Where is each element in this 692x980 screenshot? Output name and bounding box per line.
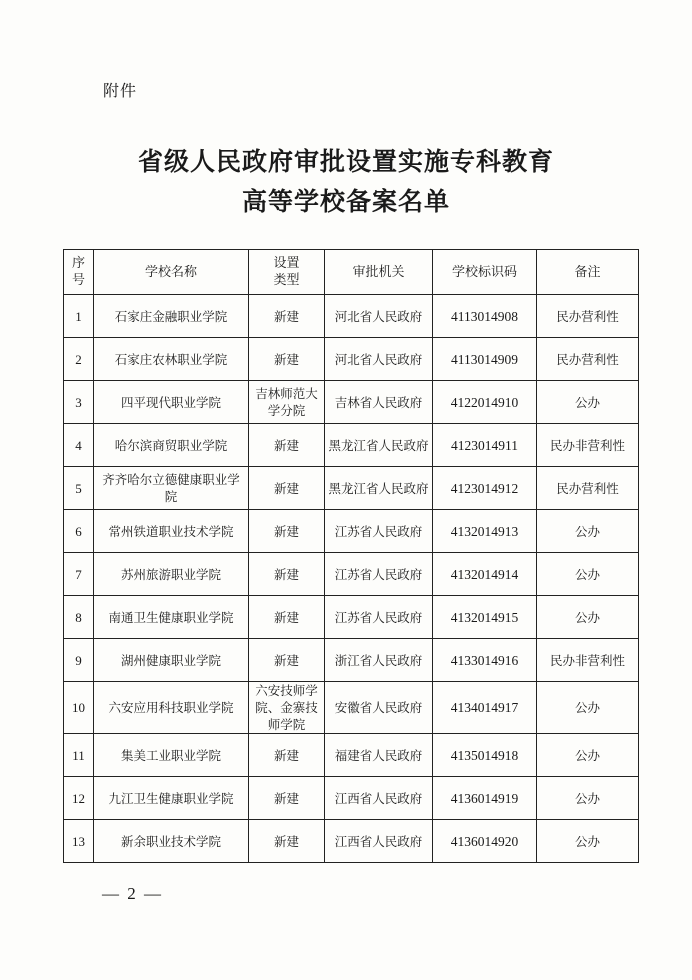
table-body [64,295,639,863]
cell-remark: 民办非营利性 [537,424,639,467]
cell-seq: 7 [64,553,94,596]
cell-code: 4134014917 [433,682,537,734]
cell-seq: 6 [64,510,94,553]
cell-remark: 公办 [537,777,639,820]
cell-type: 新建 [249,596,325,639]
cell-remark: 民办非营利性 [537,639,639,682]
cell-code: 4132014913 [433,510,537,553]
cell-authority: 安徽省人民政府 [325,682,433,734]
cell-code: 4133014916 [433,639,537,682]
cell-authority: 河北省人民政府 [325,338,433,381]
cell-code: 4132014915 [433,596,537,639]
cell-remark: 民办营利性 [537,467,639,510]
cell-school-name: 哈尔滨商贸职业学院 [94,424,249,467]
cell-code: 4136014920 [433,820,537,863]
cell-type: 新建 [249,424,325,467]
cell-seq: 3 [64,381,94,424]
cell-seq: 13 [64,820,94,863]
header-remark: 备注 [537,250,639,295]
table-row [64,424,639,467]
cell-seq: 5 [64,467,94,510]
cell-authority: 吉林省人民政府 [325,381,433,424]
school-roster-table [63,249,639,863]
cell-authority: 黑龙江省人民政府 [325,467,433,510]
table-row [64,510,639,553]
cell-code: 4135014918 [433,734,537,777]
header-seq-line1: 序 [71,256,85,271]
cell-remark: 公办 [537,381,639,424]
cell-remark: 公办 [537,734,639,777]
table-row [64,553,639,596]
cell-type: 新建 [249,338,325,381]
cell-seq: 8 [64,596,94,639]
header-type-line2: 类型 [273,273,300,288]
cell-school-name: 四平现代职业学院 [94,381,249,424]
cell-seq: 9 [64,639,94,682]
cell-remark: 公办 [537,820,639,863]
cell-code: 4113014909 [433,338,537,381]
cell-type: 新建 [249,820,325,863]
cell-remark: 公办 [537,510,639,553]
cell-authority: 河北省人民政府 [325,295,433,338]
cell-authority: 黑龙江省人民政府 [325,424,433,467]
cell-seq: 2 [64,338,94,381]
header-type [249,250,325,295]
cell-type: 新建 [249,467,325,510]
cell-seq: 12 [64,777,94,820]
cell-school-name: 南通卫生健康职业学院 [94,596,249,639]
table-row [64,639,639,682]
cell-code: 4123014912 [433,467,537,510]
cell-type: 新建 [249,553,325,596]
cell-authority: 江苏省人民政府 [325,596,433,639]
cell-code: 4132014914 [433,553,537,596]
cell-school-name: 石家庄金融职业学院 [94,295,249,338]
table-row [64,820,639,863]
table-row [64,777,639,820]
cell-school-name: 湖州健康职业学院 [94,639,249,682]
table-row [64,682,639,734]
cell-remark: 民办营利性 [537,338,639,381]
table-row [64,338,639,381]
table-header-row [64,250,639,295]
cell-authority: 福建省人民政府 [325,734,433,777]
cell-remark: 公办 [537,682,639,734]
cell-authority: 江苏省人民政府 [325,553,433,596]
cell-type: 新建 [249,734,325,777]
cell-authority: 江西省人民政府 [325,820,433,863]
cell-seq: 10 [64,682,94,734]
cell-school-name: 苏州旅游职业学院 [94,553,249,596]
cell-school-name: 新余职业技术学院 [94,820,249,863]
cell-remark: 民办营利性 [537,295,639,338]
header-code: 学校标识码 [433,250,537,295]
cell-authority: 浙江省人民政府 [325,639,433,682]
cell-authority: 江苏省人民政府 [325,510,433,553]
header-authority: 审批机关 [325,250,433,295]
header-type-line1: 设置 [273,256,300,271]
title-line-2: 高等学校备案名单 [241,187,450,216]
cell-school-name: 常州铁道职业技术学院 [94,510,249,553]
cell-seq: 1 [64,295,94,338]
cell-school-name: 集美工业职业学院 [94,734,249,777]
cell-type: 新建 [249,639,325,682]
attachment-label: 附件 [103,81,138,100]
cell-code: 4122014910 [433,381,537,424]
table-row [64,295,639,338]
cell-school-name: 齐齐哈尔立德健康职业学院 [94,467,249,510]
cell-school-name: 九江卫生健康职业学院 [94,777,249,820]
header-seq-line2: 号 [71,273,85,288]
cell-code: 4123014911 [433,424,537,467]
cell-type: 六安技师学院、金寨技师学院 [249,682,325,734]
cell-school-name: 六安应用科技职业学院 [94,682,249,734]
cell-remark: 公办 [537,596,639,639]
cell-code: 4113014908 [433,295,537,338]
cell-remark: 公办 [537,553,639,596]
table-row [64,381,639,424]
cell-seq: 11 [64,734,94,777]
title-line-1: 省级人民政府审批设置实施专科教育 [137,147,554,176]
cell-type: 新建 [249,777,325,820]
table-row [64,596,639,639]
cell-type: 吉林师范大学分院 [249,381,325,424]
page-number: — 2 — [102,884,163,903]
document-title [0,142,692,222]
cell-authority: 江西省人民政府 [325,777,433,820]
header-seq [64,250,94,295]
table-row [64,734,639,777]
cell-seq: 4 [64,424,94,467]
cell-type: 新建 [249,295,325,338]
table-row [64,467,639,510]
cell-school-name: 石家庄农林职业学院 [94,338,249,381]
cell-code: 4136014919 [433,777,537,820]
header-school-name: 学校名称 [94,250,249,295]
cell-type: 新建 [249,510,325,553]
